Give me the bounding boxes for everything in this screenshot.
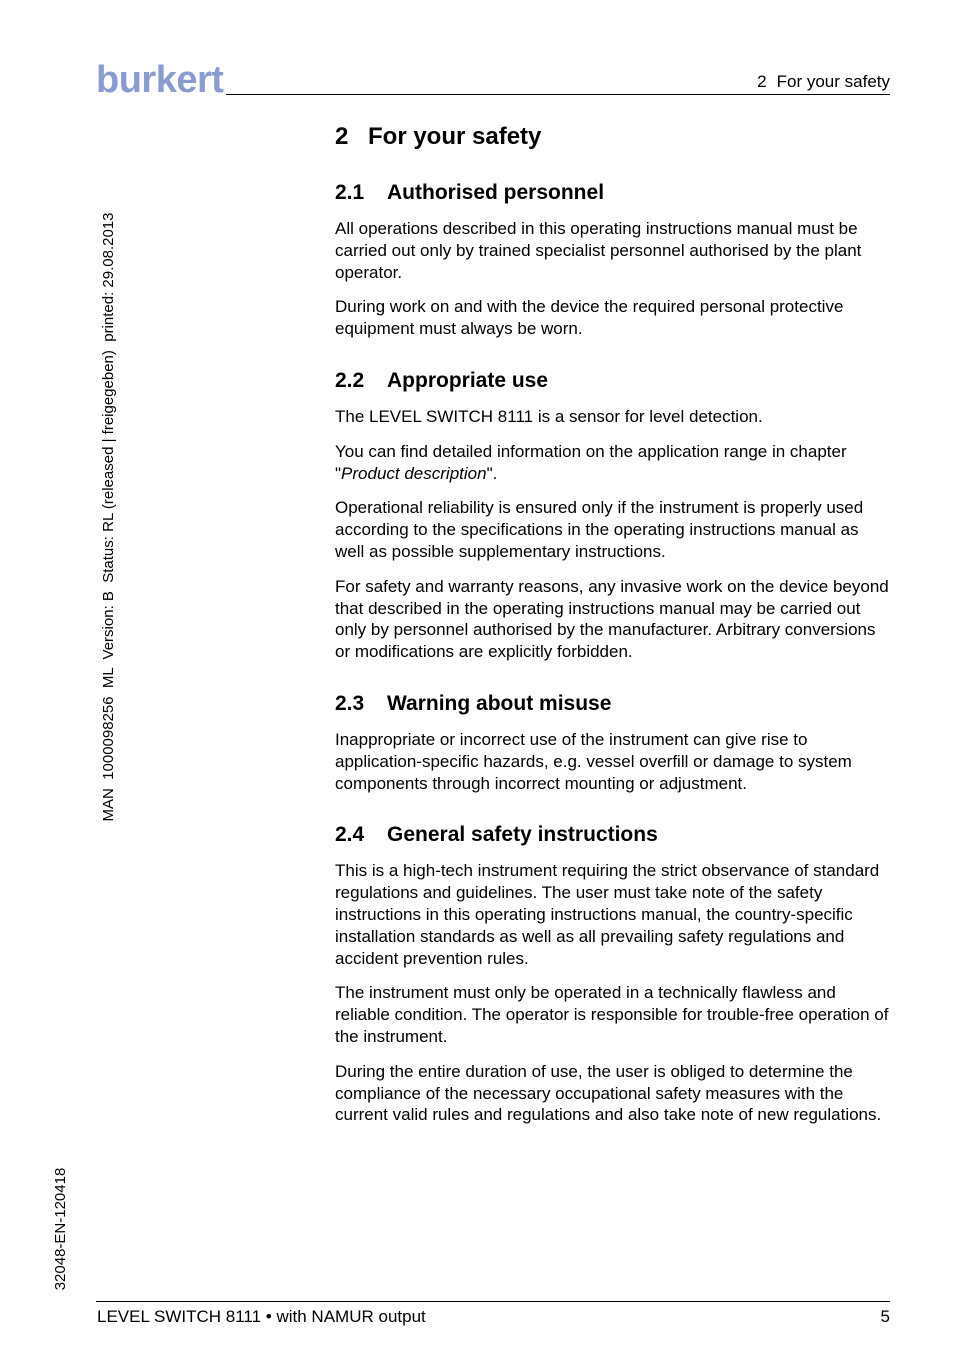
paragraph: For safety and warranty reasons, any invasive work on the device beyond that described in the operating instructions manual may be carried out only by personnel authorised by the manufacturer. Arbitrary conversions or modifications are explicitly forbidden. xyxy=(335,576,889,662)
page-title xyxy=(335,120,891,154)
section-heading xyxy=(335,366,891,396)
paragraph: During work on and with the device the required personal protective equipment must always be worn. xyxy=(335,297,844,339)
footer-product: LEVEL SWITCH 8111 • with NAMUR output xyxy=(97,1307,426,1326)
section-general-safety xyxy=(335,820,891,1126)
chapter-reference: Product description xyxy=(341,463,487,483)
page-number: 5 xyxy=(880,1307,890,1326)
paragraph: All operations described in this operating instructions manual must be carried out only by trained specialist personnel authorised by the plant operator. xyxy=(335,219,862,282)
reference-text-end: ". xyxy=(486,463,498,483)
side-doc-code-text: 32048-EN-120418 xyxy=(52,1167,69,1291)
side-metadata-text: MAN 1000098256 ML Version: B Status: RL (released | freigegeben) printed: 29.08.2013 xyxy=(100,212,117,822)
running-header-number: 2 xyxy=(757,72,767,91)
paragraph: Inappropriate or incorrect use of the instrument can give rise to application-specific hazards, e.g. vessel overfill or damage to system components through incorrect mounting or adjustment. xyxy=(335,729,852,793)
section-heading xyxy=(335,178,891,208)
main-content xyxy=(335,120,891,1152)
section-title: Appropriate use xyxy=(387,368,549,392)
section-number: 2.2 xyxy=(335,368,365,392)
section-title: General safety instructions xyxy=(387,823,658,847)
section-title: Warning about misuse xyxy=(387,691,612,715)
running-header-title: For your safety xyxy=(776,72,890,91)
paragraph: During the entire duration of use, the user is obliged to determine the compliance of the necessary occupational safety measures with the current valid rules and regulations and also take note of new regulations. xyxy=(335,1061,882,1125)
paragraph: Operational reliability is ensured only if the instrument is properly used according to the specifications in the operating instructions manual as well as possible supplementary instructions. xyxy=(335,498,864,561)
section-appropriate-use xyxy=(335,366,891,663)
running-header xyxy=(757,72,890,92)
reference-text: You can find detailed information on the application range in chapter " xyxy=(335,441,847,483)
section-warning-misuse xyxy=(335,689,891,794)
paragraph: The LEVEL SWITCH 8111 is a sensor for level detection. xyxy=(335,406,763,426)
section-number: 2.3 xyxy=(335,691,365,715)
section-heading xyxy=(335,689,891,719)
paragraph: The instrument must only be operated in a technically flawless and reliable condition. The operator is responsible for trouble-free operation of the instrument. xyxy=(335,983,889,1046)
burkert-logo: burkert xyxy=(96,59,224,101)
page-title-text: For your safety xyxy=(368,123,542,150)
section-title: Authorised personnel xyxy=(387,181,605,204)
page-title-number: 2 xyxy=(335,123,349,150)
section-number: 2.4 xyxy=(335,823,365,847)
paragraph: This is a high-tech instrument requiring the strict observance of standard regulations and guidelines. The user must take note of the safety instructions in this operating instructions manual, the country-specific installation standards as well as all prevailing safety regulations and accident prevention rules. xyxy=(335,861,880,968)
footer-rule xyxy=(96,1301,890,1302)
paragraph-chapter-reference xyxy=(335,441,891,485)
section-authorised-personnel xyxy=(335,178,891,340)
section-heading xyxy=(335,820,891,850)
header-rule xyxy=(226,94,890,95)
section-number: 2.1 xyxy=(335,181,365,204)
